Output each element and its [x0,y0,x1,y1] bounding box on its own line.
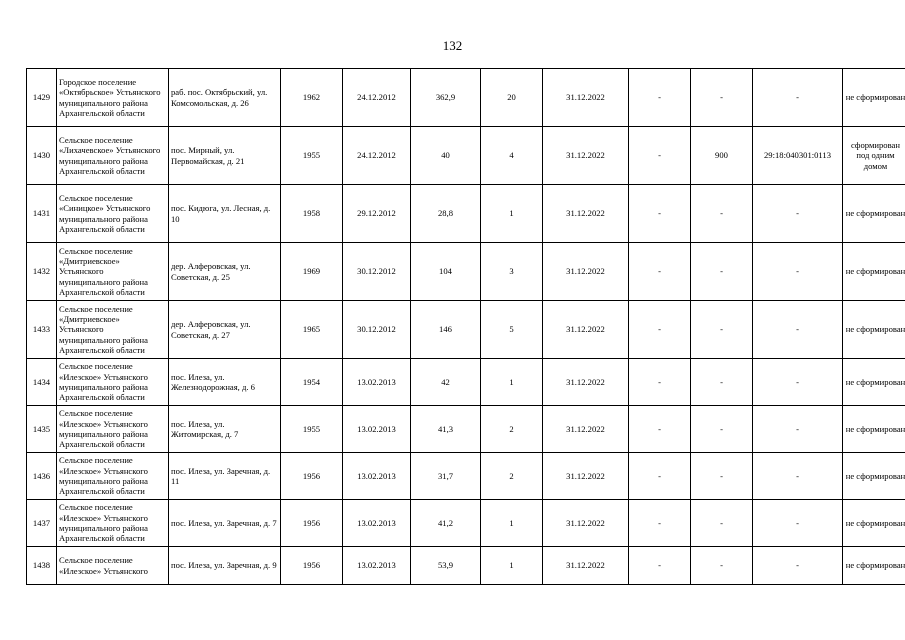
table-row [27,406,905,453]
resettlement-deadline: 31.12.2022 [543,185,629,243]
table-row [27,127,905,185]
column-10-value: - [691,185,753,243]
settlement-name: Сельское поселение «Лихачевское» Устьянского муниципального района Архангельской области [57,127,169,185]
table-row [27,500,905,547]
resettlement-deadline: 31.12.2022 [543,500,629,547]
house-address: пос. Илеза, ул. Житомирская, д. 7 [169,406,281,453]
residents: 2 [481,453,543,500]
column-9-value: - [629,127,691,185]
cadastral-number: - [753,359,843,406]
area: 104 [411,243,481,301]
residents: 20 [481,69,543,127]
area: 42 [411,359,481,406]
residents: 1 [481,359,543,406]
area: 41,2 [411,500,481,547]
settlement-name: Сельское поселение «Дмитриевское» Устьянского муниципального района Архангельской области [57,243,169,301]
recognition-date: 13.02.2013 [343,453,411,500]
column-9-value: - [629,301,691,359]
table-row [27,185,905,243]
recognition-date: 29.12.2012 [343,185,411,243]
table-row [27,301,905,359]
recognition-date: 30.12.2012 [343,243,411,301]
land-plot-status: не сформирован [843,453,905,500]
column-9-value: - [629,500,691,547]
land-plot-status: не сформирован [843,547,905,585]
residents: 4 [481,127,543,185]
column-10-value: - [691,301,753,359]
recognition-date: 13.02.2013 [343,359,411,406]
house-address: дер. Алферовская, ул. Советская, д. 27 [169,301,281,359]
cadastral-number: - [753,301,843,359]
table-row [27,547,905,585]
cadastral-number: - [753,69,843,127]
page-number: 132 [442,38,463,53]
residents: 3 [481,243,543,301]
residents: 5 [481,301,543,359]
residents: 1 [481,547,543,585]
settlement-name: Сельское поселение «Дмитриевское» Устьянского муниципального района Архангельской области [57,301,169,359]
build-year: 1958 [281,185,343,243]
row-number: 1434 [27,359,57,406]
row-number: 1433 [27,301,57,359]
column-9-value: - [629,406,691,453]
resettlement-deadline: 31.12.2022 [543,453,629,500]
build-year: 1956 [281,453,343,500]
column-10-value: - [691,547,753,585]
residents: 1 [481,500,543,547]
settlement-name: Сельское поселение «Синицкое» Устьянского муниципального района Архангельской области [57,185,169,243]
cadastral-number: - [753,406,843,453]
settlement-name: Сельское поселение «Илезское» Устьянского муниципального района Архангельской области [57,500,169,547]
row-number: 1435 [27,406,57,453]
resettlement-deadline: 31.12.2022 [543,301,629,359]
row-number: 1437 [27,500,57,547]
settlement-name: Сельское поселение «Илезское» Устьянского муниципального района Архангельской области [57,453,169,500]
column-9-value: - [629,243,691,301]
table-row [27,359,905,406]
column-10-value: - [691,406,753,453]
recognition-date: 30.12.2012 [343,301,411,359]
settlement-name: Сельское поселение «Илезское» Устьянского [57,547,169,585]
recognition-date: 13.02.2013 [343,547,411,585]
land-plot-status: не сформирован [843,301,905,359]
build-year: 1956 [281,500,343,547]
area: 31,7 [411,453,481,500]
row-number: 1430 [27,127,57,185]
column-10-value: - [691,243,753,301]
land-plot-status: не сформирован [843,185,905,243]
area: 41,3 [411,406,481,453]
resettlement-deadline: 31.12.2022 [543,127,629,185]
cadastral-number: 29:18:040301:0113 [753,127,843,185]
settlement-name: Сельское поселение «Илезское» Устьянского муниципального района Архангельской области [57,359,169,406]
house-address: пос. Кидюга, ул. Лесная, д. 10 [169,185,281,243]
land-plot-status: не сформирован [843,243,905,301]
column-9-value: - [629,359,691,406]
resettlement-deadline: 31.12.2022 [543,69,629,127]
build-year: 1954 [281,359,343,406]
table-row [27,453,905,500]
area: 28,8 [411,185,481,243]
housing-registry-table [26,68,905,585]
column-9-value: - [629,453,691,500]
row-number: 1432 [27,243,57,301]
house-address: пос. Илеза, ул. Заречная, д. 9 [169,547,281,585]
residents: 2 [481,406,543,453]
recognition-date: 24.12.2012 [343,69,411,127]
land-plot-status: сформирован под одним домом [843,127,905,185]
column-10-value: 900 [691,127,753,185]
cadastral-number: - [753,243,843,301]
house-address: пос. Илеза, ул. Железнодорожная, д. 6 [169,359,281,406]
area: 362,9 [411,69,481,127]
build-year: 1956 [281,547,343,585]
column-9-value: - [629,547,691,585]
build-year: 1962 [281,69,343,127]
land-plot-status: не сформирован [843,359,905,406]
row-number: 1431 [27,185,57,243]
land-plot-status: не сформирован [843,406,905,453]
column-10-value: - [691,453,753,500]
cadastral-number: - [753,500,843,547]
resettlement-deadline: 31.12.2022 [543,406,629,453]
row-number: 1429 [27,69,57,127]
column-10-value: - [691,69,753,127]
column-10-value: - [691,359,753,406]
resettlement-deadline: 31.12.2022 [543,547,629,585]
land-plot-status: не сформирован [843,69,905,127]
house-address: раб. пос. Октябрьский, ул. Комсомольская, д. 26 [169,69,281,127]
cadastral-number: - [753,185,843,243]
column-10-value: - [691,500,753,547]
area: 40 [411,127,481,185]
area: 53,9 [411,547,481,585]
row-number: 1436 [27,453,57,500]
column-9-value: - [629,185,691,243]
recognition-date: 24.12.2012 [343,127,411,185]
build-year: 1955 [281,406,343,453]
build-year: 1969 [281,243,343,301]
house-address: пос. Мирный, ул. Первомайская, д. 21 [169,127,281,185]
house-address: дер. Алферовская, ул. Советская, д. 25 [169,243,281,301]
recognition-date: 13.02.2013 [343,406,411,453]
table-row [27,69,905,127]
row-number: 1438 [27,547,57,585]
table-row [27,243,905,301]
cadastral-number: - [753,453,843,500]
resettlement-deadline: 31.12.2022 [543,243,629,301]
house-address: пос. Илеза, ул. Заречная, д. 7 [169,500,281,547]
land-plot-status: не сформирован [843,500,905,547]
column-9-value: - [629,69,691,127]
area: 146 [411,301,481,359]
cadastral-number: - [753,547,843,585]
build-year: 1955 [281,127,343,185]
resettlement-deadline: 31.12.2022 [543,359,629,406]
build-year: 1965 [281,301,343,359]
recognition-date: 13.02.2013 [343,500,411,547]
house-address: пос. Илеза, ул. Заречная, д. 11 [169,453,281,500]
settlement-name: Городское поселение «Октябрьское» Устьянского муниципального района Архангельской области [57,69,169,127]
residents: 1 [481,185,543,243]
settlement-name: Сельское поселение «Илезское» Устьянского муниципального района Архангельской области [57,406,169,453]
